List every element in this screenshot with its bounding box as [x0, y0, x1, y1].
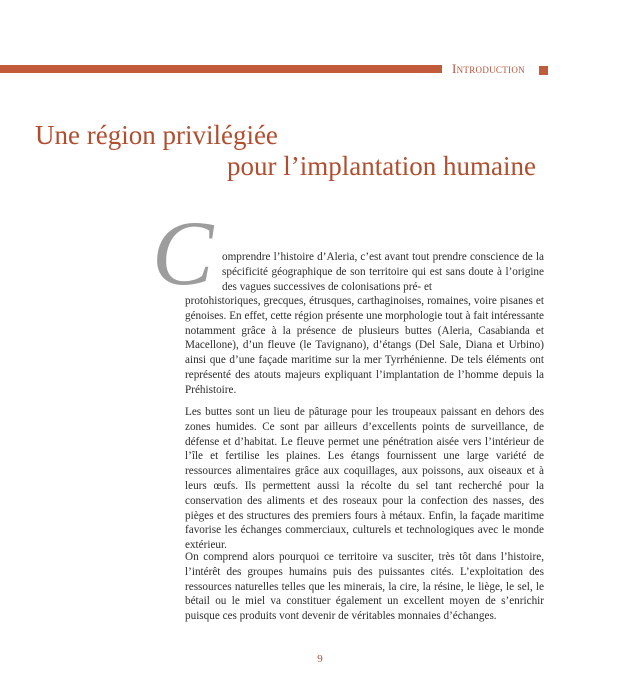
header-square-ornament	[539, 66, 548, 75]
paragraph-1-lead: omprendre l’histoire d’Aleria, c’est avant tout prendre conscience de la spécificité géographique de son territoire qui est sans doute à l’origine des vagues successives de colonisations pré- et	[222, 251, 544, 293]
header-rule	[0, 65, 442, 73]
paragraph-3: On comprend alors pourquoi ce territoire va susciter, très tôt dans l’histoire, l’intérêt des groupes humains puis des puissantes cités. L’exploitation des ressources naturelles telles que les minerais, la cire, la résine, le liège, le sel, le bétail ou le miel va constituer également un excellent moyen de s’enrichir puisque ces produits vont devenir de véritables monnaies d’échanges.	[185, 551, 544, 623]
section-label: Introduction	[452, 61, 525, 76]
drop-cap: C	[152, 202, 214, 304]
page-title-line-1: Une région privilégiée	[35, 120, 278, 150]
paragraph-1-body: protohistoriques, grecques, étrusques, carthaginoises, romaines, voire pisanes et génoises. En effet, cette région présente une morphologie tout à fait intéressante notamment grâce à la présence de plusieurs buttes (Aleria, Casabianda et Macellone), d’un fleuve (le Tavignano), d’étangs (Del Sale, Diana et Urbino) ainsi que d’une façade maritime sur la mer Tyrrhénienne. De tels éléments ont représenté des atouts majeurs expliquant l’implantation de l’homme depuis la Préhistoire.	[185, 295, 544, 396]
page-number: 9	[317, 653, 323, 665]
page-title-line-2: pour l’implantation humaine	[227, 151, 536, 181]
paragraph-2: Les buttes sont un lieu de pâturage pour les troupeaux paissant en dehors des zones humides. Ce sont par ailleurs d’excellents points de surveillance, de défense et d’habitat. Le fleuve permet une pénétration aisée vers l’intérieur de l’île et fertilise les plaines. Les étangs fournissent une large variété de ressources alimentaires grâce aux coquillages, aux poissons, aux oiseaux et à leurs œufs. Ils permettent aussi la récolte du sel tant recherché pour la conservation des aliments et des roseaux pour la confection des nasses, des pièges et des structures des premiers fours à métaux. Enfin, la façade maritime favorise les échanges commerciaux, culturels et technologiques avec le monde extérieur.	[185, 406, 544, 552]
